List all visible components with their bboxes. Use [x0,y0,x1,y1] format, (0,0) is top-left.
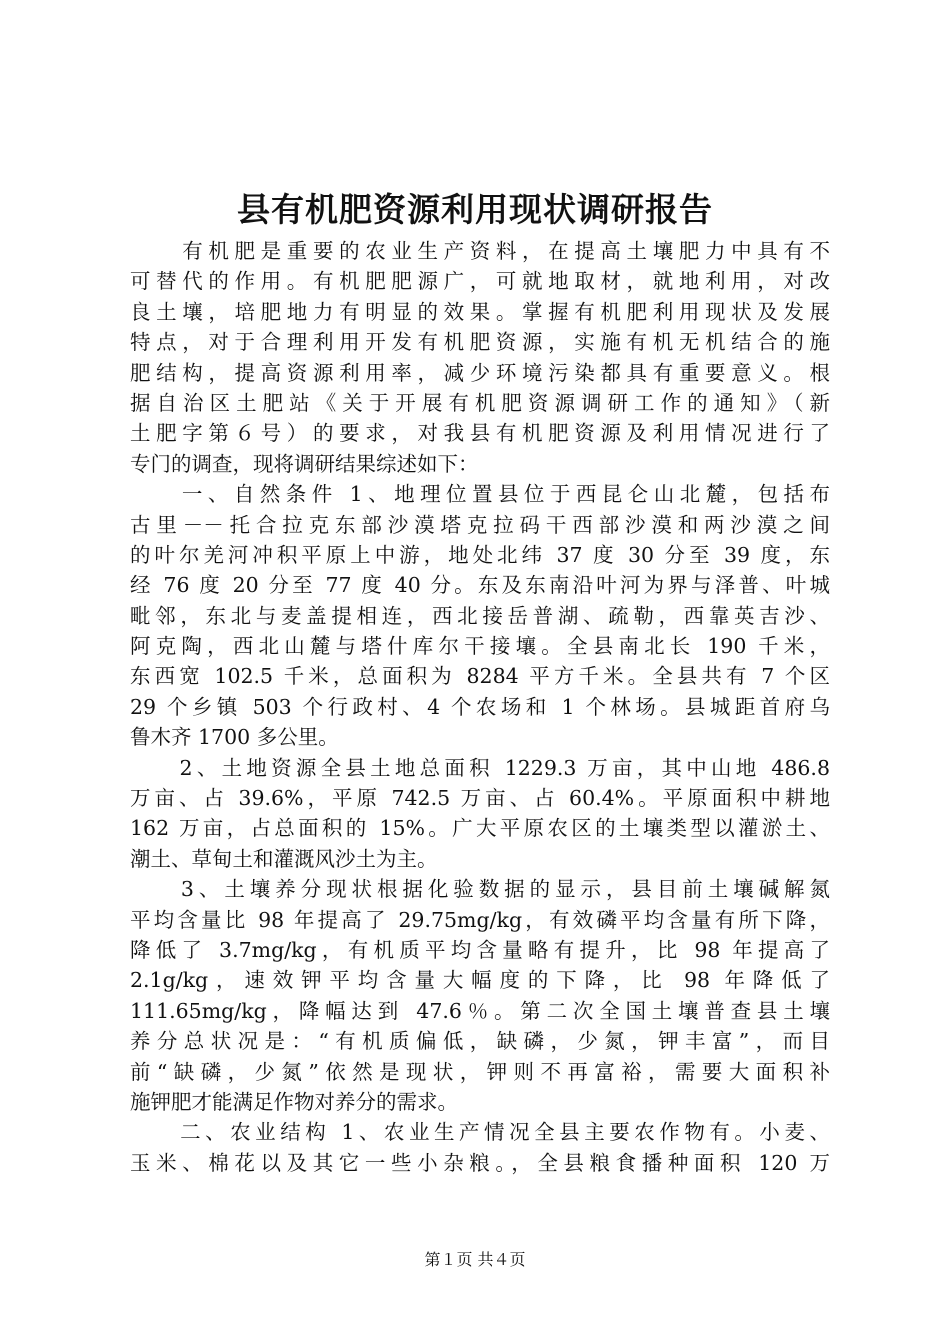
body-line: 良土壤，培肥地力有明显的效果。掌握有机肥利用现状及发展 [130,299,830,324]
body-line: 潮土、草甸土和灌溉风沙土为主。 [130,846,438,871]
body-line: 古里－－托合拉克东部沙漠塔克拉码干西部沙漠和两沙漠之间 [130,512,830,537]
body-line: 一、自然条件 1、地理位置县位于西昆仑山北麓，包括布 [130,482,830,507]
body-line: 2.1g/kg，速效钾平均含量大幅度的下降，比 98 年降低了 [130,968,830,993]
body-line: 东西宽 102.5 千米，总面积为 8284 平方千米。全县共有 7 个区 [130,664,830,689]
body-line: 3、土壤养分现状根据化验数据的显示，县目前土壤碱解氮 [130,877,830,902]
body-line: 有机肥是重要的农业生产资料，在提高土壤肥力中具有不 [130,239,830,263]
body-line: 玉米、棉花以及其它一些小杂粮。，全县粮食播种面积 120 万 [130,1150,830,1175]
body-line: 养分总状况是：“有机质偏低，缺磷，少氮，钾丰富”，而目 [130,1029,830,1054]
body-line: 平均含量比 98 年提高了 29.75mg/kg，有效磷平均含量有所下降， [130,907,830,932]
body-line: 二、农业结构 1、农业生产情况全县主要农作物有。小麦、 [130,1120,830,1145]
page-footer: 第１页 共４页 [424,1250,526,1269]
body-line: 鲁木齐 1700 多公里。 [130,725,339,750]
body-line: 专门的调查，现将调研结果综述如下： [130,451,479,476]
body-line: 162 万亩，占总面积的 15%。广大平原农区的土壤类型以灌淤土、 [130,816,830,841]
body-line: 前“缺磷，少氮”依然是现状，钾则不再富裕，需要大面积补 [130,1059,830,1084]
body-line: 万亩、占 39.6%，平原 742.5 万亩、占 60.4%。平原面积中耕地 [130,786,830,811]
body-line: 2、土地资源全县土地总面积 1229.3 万亩，其中山地 486.8 [130,755,830,780]
document-title: 县有机肥资源利用现状调研报告 [237,190,713,229]
body-line: 111.65mg/kg，降幅达到 47.6％。第二次全国土壤普查县土壤 [130,998,830,1023]
body-line: 土肥字第６号）的要求，对我县有机肥资源及利用情况进行了 [130,421,830,446]
body-line: 29 个乡镇 503 个行政村、4 个农场和 1 个林场。县城距首府乌 [130,694,830,719]
body-line: 可替代的作用。有机肥肥源广，可就地取材，就地利用，对改 [130,269,830,294]
body-line: 的叶尔羌河冲积平原上中游，地处北纬 37 度 30 分至 39 度，东 [130,542,830,567]
body-line: 据自治区土肥站《关于开展有机肥资源调研工作的通知》（新 [130,390,830,415]
body-line: 肥结构，提高资源利用率，减少环境污染都具有重要意义。根 [130,360,830,385]
body-line: 阿克陶，西北山麓与塔什库尔干接壤。全县南北长 190 千米， [130,634,830,659]
body-line: 降低了 3.7mg/kg，有机质平均含量略有提升，比 98 年提高了 [130,937,830,962]
body-line: 特点，对于合理利用开发有机肥资源，实施有机无机结合的施 [130,330,830,355]
body-line: 施钾肥才能满足作物对养分的需求。 [130,1089,458,1114]
body-line: 毗邻，东北与麦盖提相连，西北接岳普湖、疏勒，西靠英吉沙、 [130,603,830,628]
document-body [130,236,830,1178]
body-line: 经 76 度 20 分至 77 度 40 分。东及东南沿叶河为界与泽普、叶城 [130,573,830,598]
